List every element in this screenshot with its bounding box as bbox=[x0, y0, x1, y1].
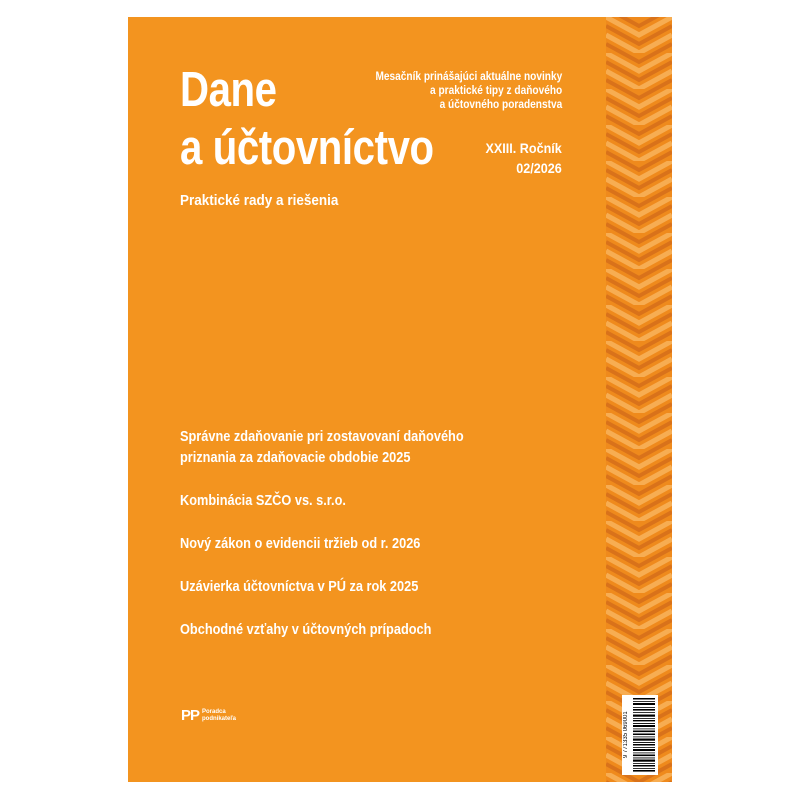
topic-item: Nový zákon o evidencii tržieb od r. 2026 bbox=[180, 536, 421, 552]
title-line-2: a účtovníctvo bbox=[180, 121, 434, 175]
publisher-name-line-1: Poradca bbox=[202, 708, 226, 715]
publisher-name bbox=[202, 709, 236, 723]
publisher-logo bbox=[181, 707, 236, 724]
tagline-line-2: a praktické tipy z daňového bbox=[429, 85, 562, 97]
issue-volume: XXIII. Ročník bbox=[485, 140, 562, 156]
topic-item: Kombinácia SZČO vs. s.r.o. bbox=[180, 493, 346, 509]
publisher-name-line-2: podnikateľa bbox=[202, 715, 236, 722]
topic-line: priznania za zdaňovacie obdobie 2025 bbox=[180, 450, 411, 466]
topic-item bbox=[180, 427, 464, 469]
topic-line: Správne zdaňovanie pri zostavovaní daňového bbox=[180, 429, 464, 445]
magazine-subtitle: Praktické rady a riešenia bbox=[180, 192, 339, 209]
topic-list bbox=[180, 427, 464, 663]
issue-number: 02/2026 bbox=[516, 160, 562, 176]
tagline-line-3: a účtovného poradenstva bbox=[439, 99, 562, 111]
topic-item: Uzávierka účtovníctva v PÚ za rok 2025 bbox=[180, 579, 419, 595]
issue-info bbox=[486, 138, 562, 178]
tagline-line-1: Mesačník prinášajúci aktuálne novinky bbox=[375, 71, 562, 83]
tagline bbox=[375, 70, 562, 112]
barcode bbox=[622, 695, 658, 775]
barcode-number: 9 771335 069001 bbox=[623, 711, 629, 759]
title-line-1: Dane bbox=[180, 63, 277, 117]
magazine-cover bbox=[128, 17, 672, 782]
topic-item: Obchodné vzťahy v účtovných prípadoch bbox=[180, 622, 432, 638]
decorative-stripe bbox=[606, 17, 672, 782]
publisher-mark: PP bbox=[181, 707, 200, 724]
